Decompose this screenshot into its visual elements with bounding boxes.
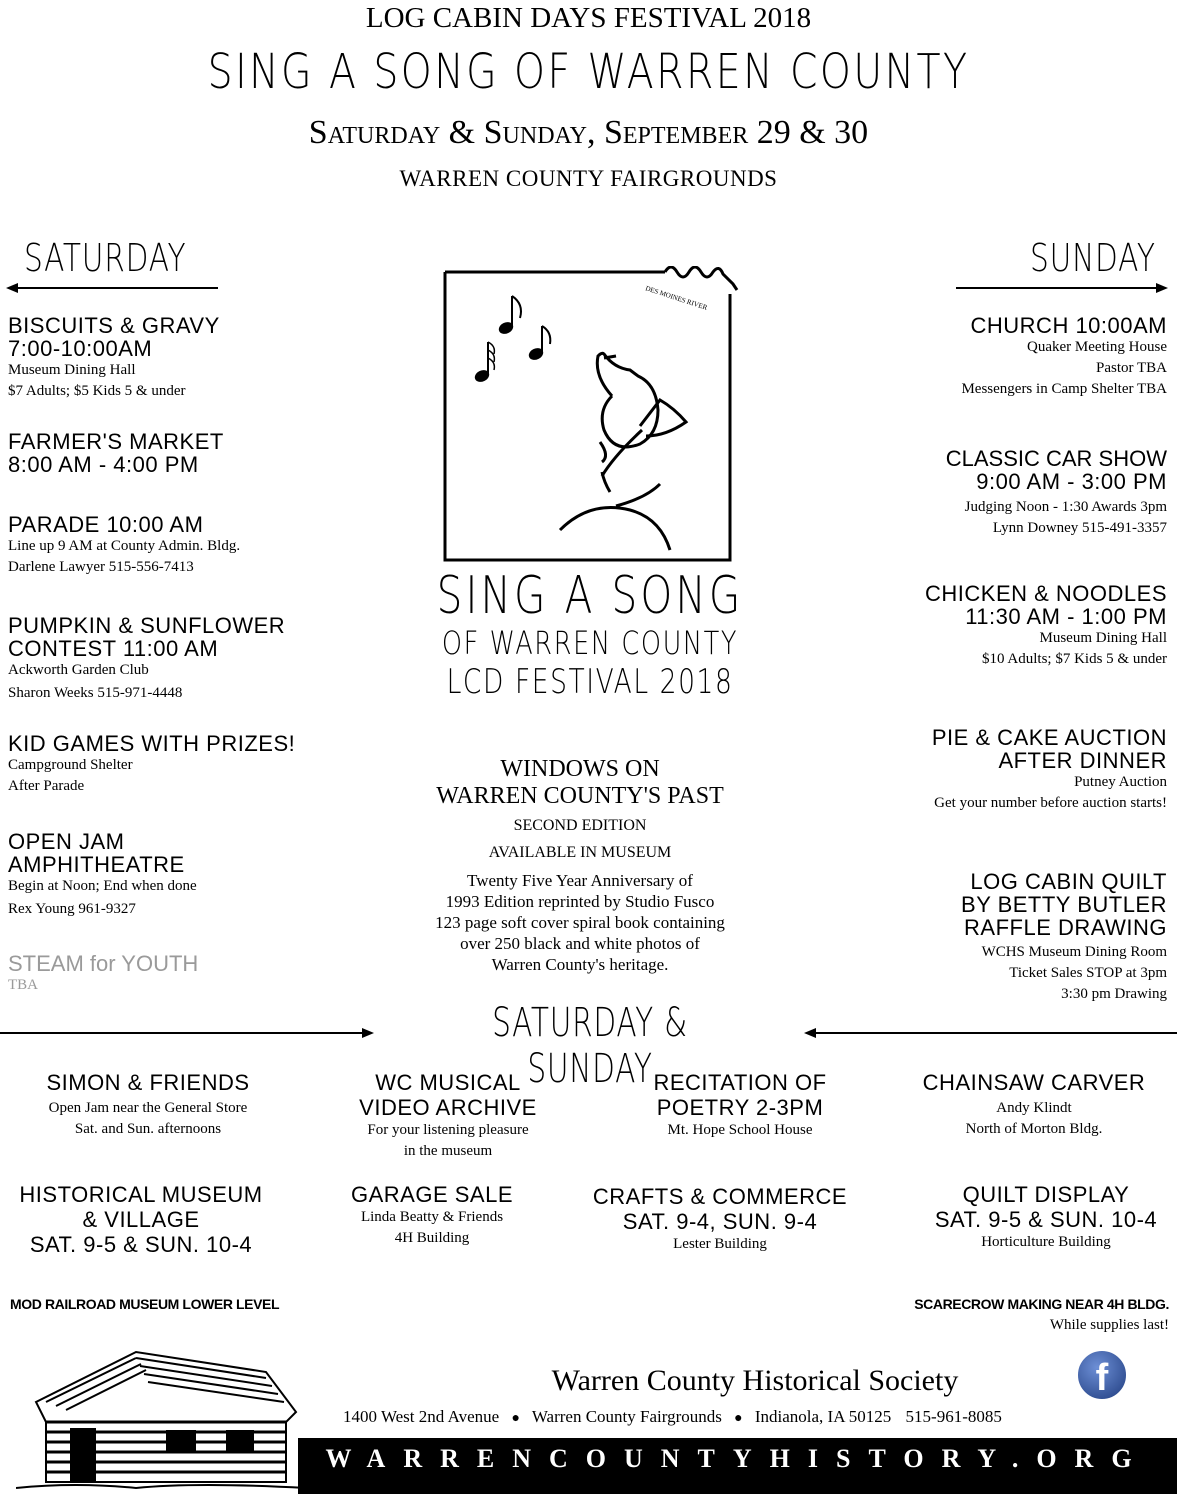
event-time: RAFFLE DRAWING	[964, 915, 1167, 940]
songbird-icon	[560, 353, 686, 550]
event-detail: WCHS Museum Dining Room	[981, 944, 1167, 960]
event-time: AFTER DINNER	[998, 748, 1167, 773]
book-desc-4: over 250 black and white photos of	[460, 934, 700, 953]
event-detail: 4H Building	[394, 1230, 470, 1246]
event-detail: Sharon Weeks 515-971-4448	[8, 685, 183, 701]
event-detail: Open Jam near the General Store	[48, 1100, 248, 1116]
event-detail: Messengers in Camp Shelter TBA	[961, 381, 1167, 397]
event-detail: Mt. Hope School House	[667, 1122, 813, 1138]
event-detail: Ackworth Garden Club	[8, 662, 149, 678]
event-detail: Horticulture Building	[981, 1234, 1111, 1250]
left-arrow-icon	[6, 281, 220, 295]
event-car-show	[946, 447, 1167, 539]
event-time: 7:00-10:00AM	[8, 336, 153, 361]
event-dates: Saturday & Sunday, September 29 & 30	[308, 114, 869, 151]
note-scarecrow-title: SCARECROW MAKING NEAR 4H BLDG.	[914, 1296, 1169, 1312]
event-detail: Museum Dining Hall	[8, 362, 136, 378]
event-title: STEAM for YOUTH	[8, 951, 199, 976]
org-name: Warren County Historical Society	[551, 1364, 959, 1397]
event-title: POETRY 2-3PM	[656, 1095, 824, 1120]
note-railroad-museum: MOD RAILROAD MUSEUM LOWER LEVEL	[10, 1296, 280, 1312]
address-street: 1400 West 2nd Avenue	[343, 1407, 500, 1426]
address-venue: Warren County Fairgrounds	[531, 1407, 722, 1426]
book-desc-1: Twenty Five Year Anniversary of	[467, 871, 693, 890]
event-title: PARADE 10:00 AM	[8, 512, 204, 537]
event-title: WC MUSICAL	[375, 1070, 521, 1095]
event-quilt-display	[898, 1182, 1177, 1253]
event-detail: Rex Young 961-9327	[8, 901, 136, 917]
event-detail: Lynn Downey 515-491-3357	[992, 520, 1167, 536]
address	[343, 1407, 1002, 1427]
book-desc-2: 1993 Edition reprinted by Studio Fusco	[445, 892, 715, 911]
event-detail: Get your number before auction starts!	[934, 795, 1167, 811]
festival-logo	[440, 266, 740, 566]
event-detail: After Parade	[8, 778, 85, 794]
event-crafts-commerce	[572, 1184, 868, 1255]
event-detail: Ticket Sales STOP at 3pm	[1009, 965, 1167, 981]
book-title-2: WARREN COUNTY'S PAST	[436, 783, 724, 809]
event-detail: North of Morton Bldg.	[965, 1121, 1103, 1137]
address-city: Indianola, IA 50125	[754, 1407, 892, 1426]
event-detail: TBA	[8, 977, 38, 993]
book-title-1: WINDOWS ON	[500, 756, 660, 782]
bullet-icon: ●	[511, 1411, 520, 1426]
event-detail: Quaker Meeting House	[1027, 339, 1167, 355]
log-cabin-illustration	[16, 1332, 316, 1492]
event-chicken-noodles	[925, 582, 1167, 670]
event-simon-friends	[0, 1070, 296, 1140]
event-title: & VILLAGE	[82, 1207, 200, 1232]
event-detail: $10 Adults; $7 Kids 5 & under	[981, 651, 1167, 667]
logo-line-3: LCD FESTIVAL 2018	[446, 662, 734, 702]
right-arrow-icon	[956, 281, 1170, 295]
address-phone: 515-961-8085	[905, 1407, 1002, 1426]
event-detail: $7 Adults; $5 Kids 5 & under	[8, 383, 186, 399]
event-detail: Sat. and Sun. afternoons	[74, 1121, 222, 1137]
event-detail: Museum Dining Hall	[1039, 630, 1167, 646]
music-notes-icon	[474, 296, 551, 383]
event-title: KID GAMES WITH PRIZES!	[8, 731, 296, 756]
event-title: QUILT DISPLAY	[962, 1182, 1130, 1207]
event-time: 8:00 AM - 4:00 PM	[8, 452, 199, 477]
event-title: PIE & CAKE AUCTION	[931, 725, 1167, 750]
book-desc-3: 123 page soft cover spiral book containing	[435, 913, 725, 932]
event-title: SAT. 9-4, SUN. 9-4	[622, 1209, 818, 1234]
event-historical-museum	[0, 1182, 282, 1257]
event-detail: Darlene Lawyer 515-556-7413	[8, 559, 194, 575]
note-scarecrow-sub: While supplies last!	[1049, 1317, 1169, 1333]
saturday-heading: SATURDAY	[24, 236, 187, 280]
event-detail: in the museum	[403, 1143, 493, 1159]
event-detail: Andy Klindt	[996, 1100, 1072, 1116]
book-available: AVAILABLE IN MUSEUM	[488, 844, 672, 861]
event-detail: Line up 9 AM at County Admin. Bldg.	[8, 538, 241, 554]
event-parade	[8, 513, 240, 578]
event-detail: Campground Shelter	[8, 757, 133, 773]
book-desc-5: Warren County's heritage.	[491, 955, 669, 974]
website-bar[interactable]	[298, 1438, 1177, 1494]
event-detail: 3:30 pm Drawing	[1061, 986, 1167, 1002]
event-steam-youth	[8, 952, 198, 996]
river-label: DES MOINES RIVER	[644, 284, 709, 312]
event-detail: Lester Building	[673, 1236, 767, 1252]
both-days-left-arrow-icon	[0, 1026, 375, 1040]
event-detail: Judging Noon - 1:30 Awards 3pm	[964, 499, 1167, 515]
event-pumpkin-contest	[8, 614, 285, 704]
both-days-right-arrow-icon	[804, 1026, 1177, 1040]
event-title: CLASSIC CAR SHOW	[945, 446, 1167, 471]
sunday-heading: SUNDAY	[1030, 236, 1156, 280]
event-title: BISCUITS & GRAVY	[8, 313, 220, 338]
event-title: CHICKEN & NOODLES	[925, 581, 1167, 606]
event-church	[961, 314, 1167, 400]
event-title: HISTORICAL MUSEUM	[19, 1182, 263, 1207]
book-promo	[380, 756, 780, 975]
event-title: FARMER'S MARKET	[8, 429, 224, 454]
event-detail: Putney Auction	[1074, 774, 1167, 790]
event-detail: Linda Beatty & Friends	[360, 1209, 504, 1225]
event-video-archive	[300, 1070, 596, 1162]
event-time: 9:00 AM - 3:00 PM	[976, 469, 1167, 494]
both-days-heading-text: SATURDAY & SUNDAY	[492, 1000, 688, 1092]
event-detail: For your listening pleasure	[367, 1122, 529, 1138]
event-title: RECITATION OF	[653, 1070, 827, 1095]
bullet-icon: ●	[734, 1411, 743, 1426]
event-title: VIDEO ARCHIVE	[359, 1095, 537, 1120]
logo-line-1: SING A SONG	[436, 566, 744, 626]
facebook-icon[interactable]	[1075, 1348, 1129, 1402]
event-title: OPEN JAM	[8, 829, 125, 854]
venue: WARREN COUNTY FAIRGROUNDS	[399, 166, 778, 191]
event-detail: Pastor TBA	[1096, 360, 1167, 376]
event-kid-games	[8, 732, 295, 797]
event-title: CRAFTS & COMMERCE	[592, 1184, 848, 1209]
event-chainsaw-carver	[886, 1070, 1177, 1140]
event-title: CHURCH 10:00AM	[970, 313, 1167, 338]
event-title: PUMPKIN & SUNFLOWER	[8, 613, 286, 638]
logo-line-2: OF WARREN COUNTY	[441, 624, 739, 662]
facebook-glyph: f	[1095, 1357, 1109, 1399]
festival-title: LOG CABIN DAYS FESTIVAL 2018	[365, 2, 812, 34]
logo-text	[380, 568, 800, 702]
event-pie-auction	[932, 726, 1167, 814]
note-scarecrow	[914, 1296, 1169, 1334]
website-url[interactable]: WARRENCOUNTYHISTORY.ORG	[325, 1444, 1150, 1473]
event-time: AMPHITHEATRE	[8, 852, 185, 877]
event-open-jam	[8, 830, 197, 920]
theme-title	[0, 44, 1177, 100]
event-farmers-market	[8, 430, 224, 476]
event-biscuits	[8, 314, 220, 402]
event-title: SAT. 9-5 & SUN. 10-4	[29, 1232, 253, 1257]
event-poetry	[592, 1070, 888, 1141]
event-title: GARAGE SALE	[350, 1182, 513, 1207]
event-time: 11:30 AM - 1:00 PM	[965, 604, 1167, 629]
event-garage-sale	[284, 1182, 580, 1249]
event-title: CHAINSAW CARVER	[922, 1070, 1146, 1095]
event-quilt-raffle	[961, 870, 1167, 1005]
event-title: SAT. 9-5 & SUN. 10-4	[934, 1207, 1158, 1232]
event-title: LOG CABIN QUILT	[970, 869, 1167, 894]
book-edition: SECOND EDITION	[513, 817, 647, 834]
theme-title-text: SING A SONG OF WARREN COUNTY	[207, 44, 970, 100]
event-time: BY BETTY BUTLER	[961, 892, 1167, 917]
event-title: SIMON & FRIENDS	[46, 1070, 250, 1095]
event-detail: Begin at Noon; End when done	[8, 878, 197, 894]
event-time: CONTEST 11:00 AM	[8, 636, 219, 661]
